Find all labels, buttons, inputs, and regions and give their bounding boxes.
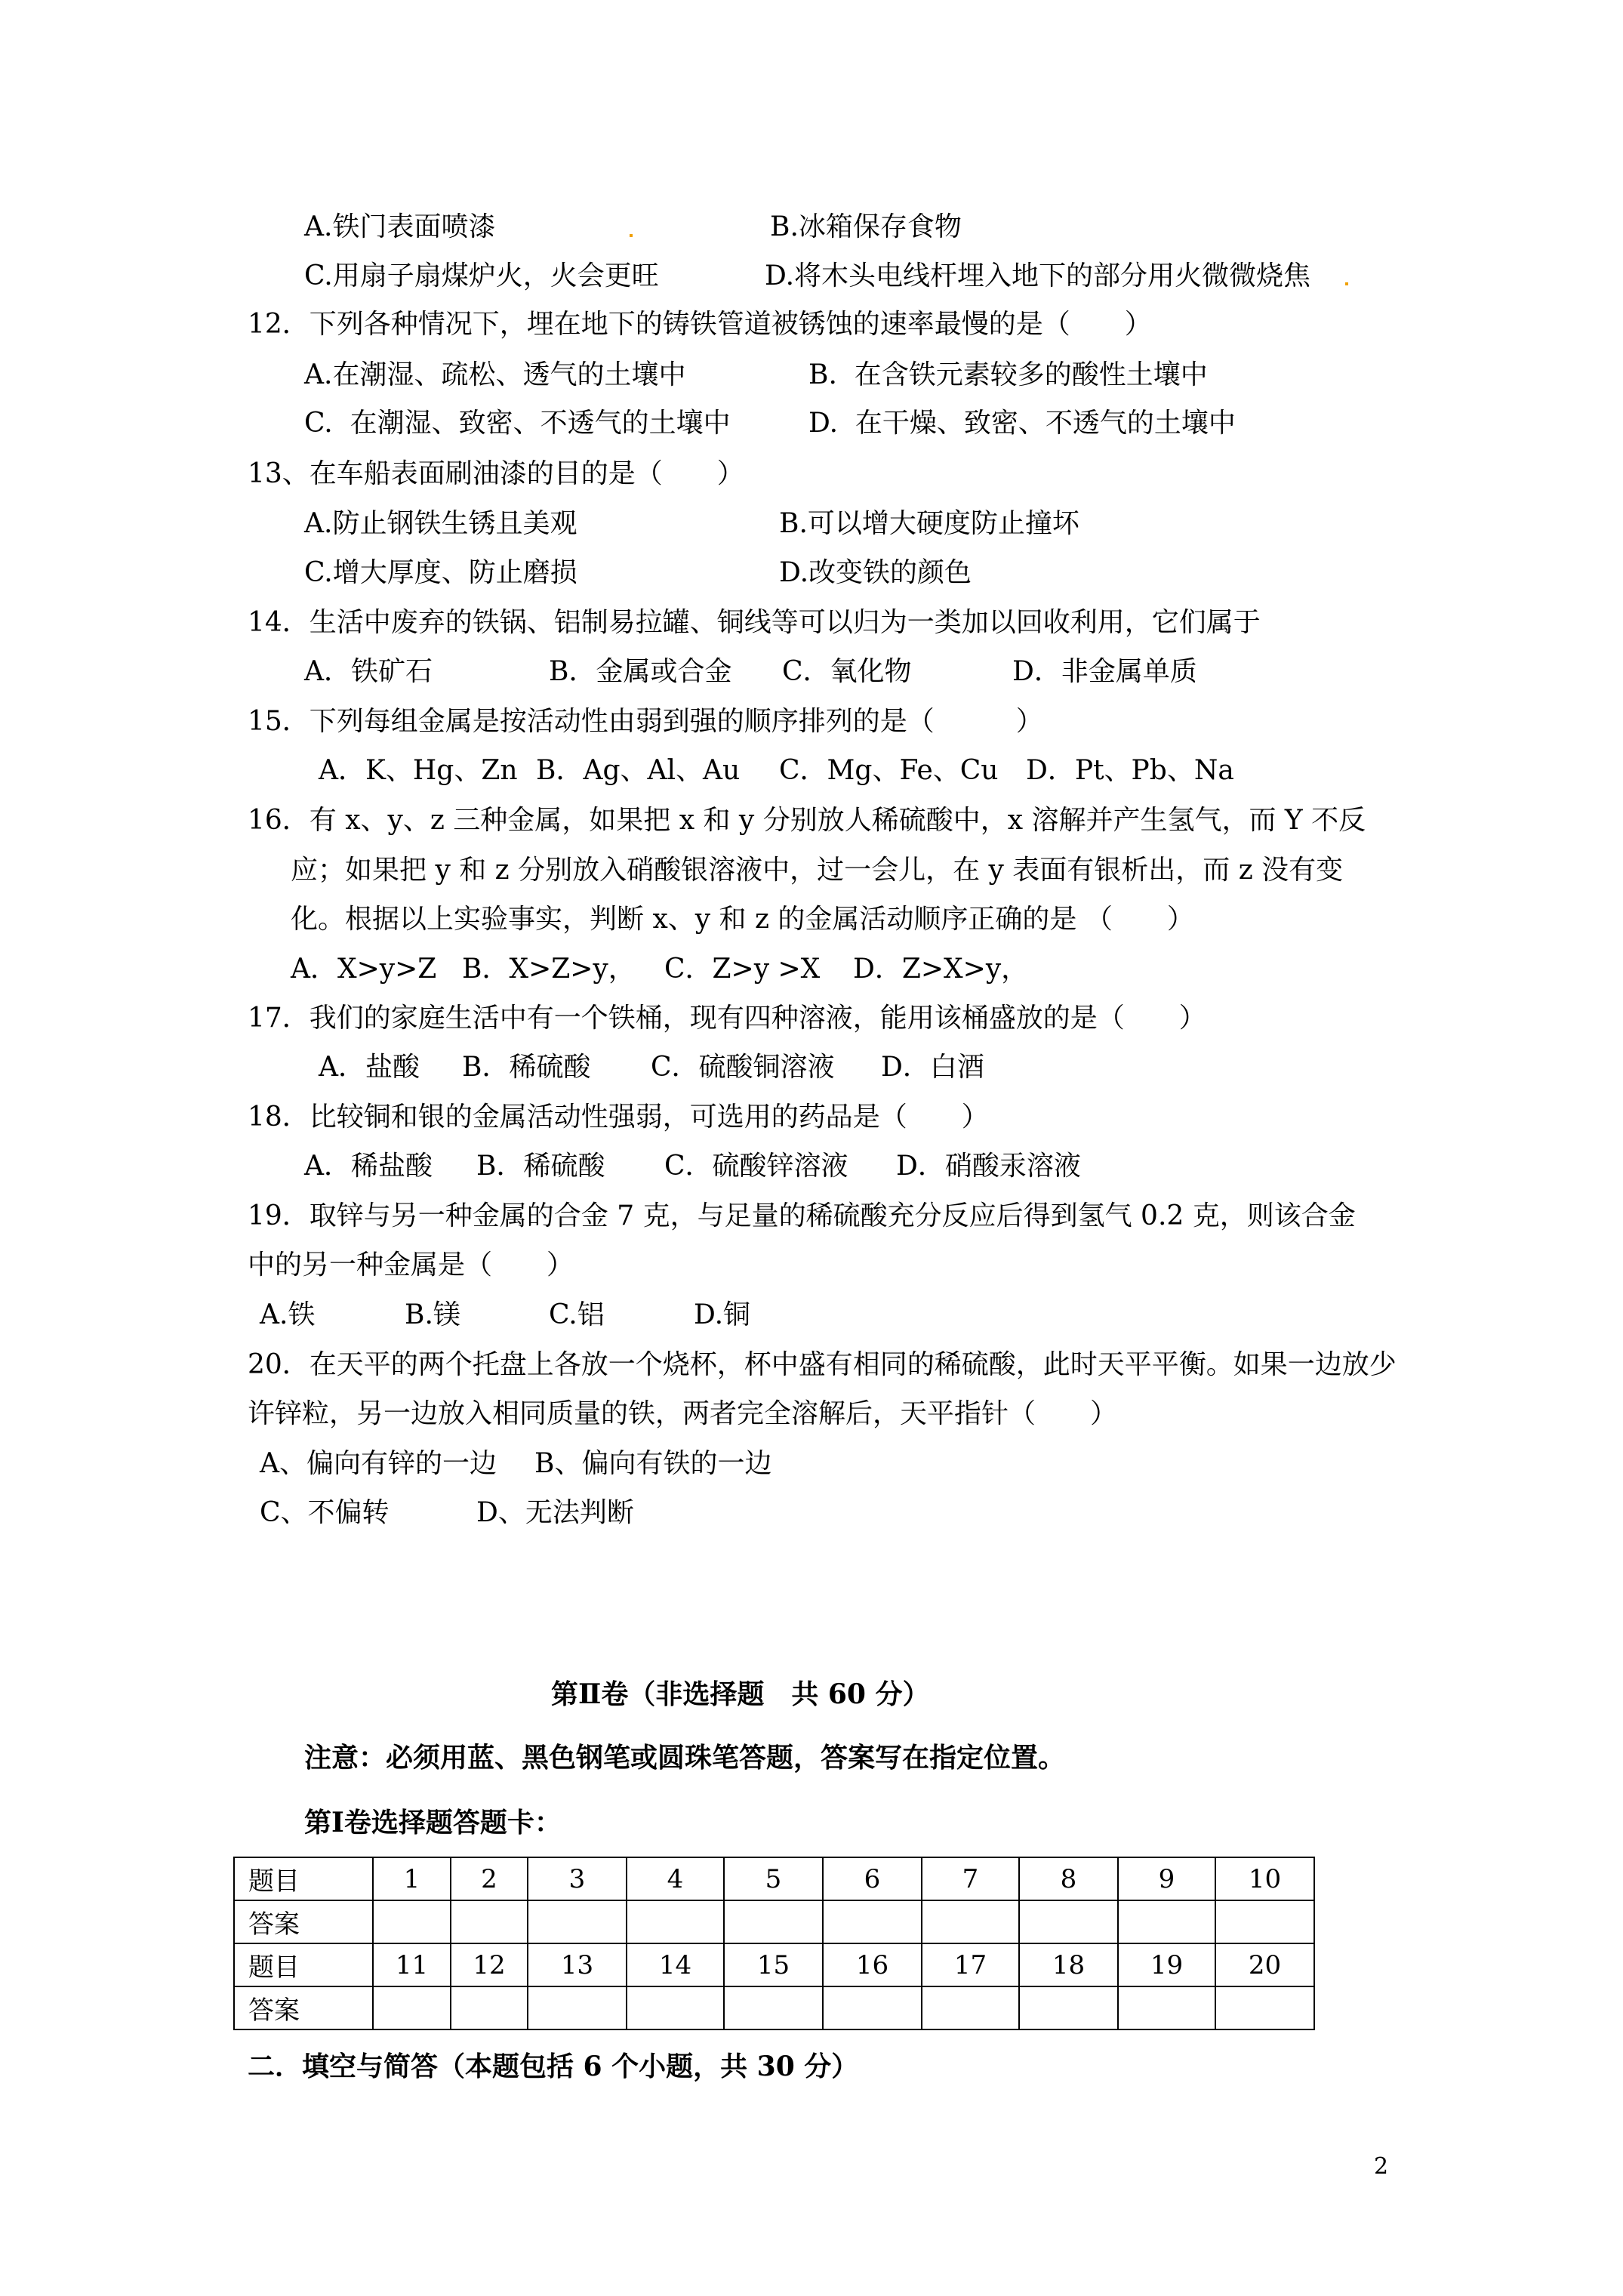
q14-option-b: B．金属或合金 xyxy=(549,656,732,687)
q19-option-a: A.铁 xyxy=(260,1299,316,1330)
q12-option-c: C. 在潮湿、致密、不透气的土壤中 xyxy=(304,408,731,439)
answer-cell[interactable] xyxy=(922,1986,1019,2029)
page-number: 2 xyxy=(1374,2153,1389,2180)
answer-cell[interactable] xyxy=(724,1900,823,1943)
q15-option-c: C．Mg、Fe、Cu xyxy=(779,755,999,786)
q13-option-d: D.改变铁的颜色 xyxy=(779,557,972,588)
q14-option-c: C．氧化物 xyxy=(782,656,912,687)
stray-mark xyxy=(1345,282,1348,285)
question-13: 13、在车船表面刷油漆的目的是（ ） xyxy=(248,458,744,489)
answer-card-label: 第Ⅰ卷选择题答题卡： xyxy=(304,1807,562,1838)
question-number-cell: 14 xyxy=(627,1943,724,1986)
q13-option-c: C.增大厚度、防止磨损 xyxy=(304,557,577,588)
question-12: 12．下列各种情况下，埋在地下的铸铁管道被锈蚀的速率最慢的是（ ） xyxy=(248,309,1152,340)
question-20-line1: 20．在天平的两个托盘上各放一个烧杯，杯中盛有相同的稀硫酸，此时天平平衡。如果一边放少 xyxy=(248,1349,1397,1380)
answer-cell[interactable] xyxy=(373,1900,451,1943)
stray-mark xyxy=(630,234,633,237)
question-number-cell: 9 xyxy=(1118,1857,1215,1900)
q11-option-d: D.将木头电线杆埋入地下的部分用火微微烧焦 xyxy=(765,260,1311,291)
q14-option-d: D．非金属单质 xyxy=(1012,656,1197,687)
answer-cell[interactable] xyxy=(1019,1986,1118,2029)
answer-table xyxy=(233,1857,1315,2030)
question-number-cell: 4 xyxy=(627,1857,724,1900)
q11-option-a: A.铁门表面喷漆 xyxy=(304,211,496,242)
q17-option-a: A．盐酸 xyxy=(319,1052,420,1083)
answer-cell[interactable] xyxy=(922,1900,1019,1943)
answer-cell[interactable] xyxy=(1215,1900,1314,1943)
question-number-cell: 15 xyxy=(724,1943,823,1986)
answer-cell[interactable] xyxy=(1118,1900,1215,1943)
answer-row xyxy=(234,1900,1314,1943)
question-15: 15．下列每组金属是按活动性由弱到强的顺序排列的是（ ） xyxy=(248,706,1043,737)
q15-option-b: B．Ag、Al、Au xyxy=(536,755,741,786)
q20-option-d: D、无法判断 xyxy=(476,1497,634,1528)
q15-option-d: D．Pt、Pb、Na xyxy=(1026,755,1234,786)
question-number-cell: 17 xyxy=(922,1943,1019,1986)
answer-cell[interactable] xyxy=(823,1986,922,2029)
row-header: 答案 xyxy=(234,1900,373,1943)
answer-cell[interactable] xyxy=(451,1900,528,1943)
question-16-line1: 16．有 x、y、z 三种金属，如果把 x 和 y 分别放人稀硫酸中，x 溶解并产生氢气，而 Y 不反 xyxy=(248,805,1366,836)
question-number-cell: 5 xyxy=(724,1857,823,1900)
answer-cell[interactable] xyxy=(724,1986,823,2029)
q18-option-d: D．硝酸汞溶液 xyxy=(896,1151,1081,1182)
question-20-line2: 许锌粒，另一边放入相同质量的铁，两者完全溶解后，天平指针（ ） xyxy=(248,1398,1118,1429)
q17-option-c: C．硫酸铜溶液 xyxy=(651,1052,835,1083)
answer-cell[interactable] xyxy=(528,1986,627,2029)
part2-title: 第Ⅱ卷（非选择题 共 60 分） xyxy=(551,1678,930,1710)
question-16-line3: 化。根据以上实验事实，判断 x、y 和 z 的金属活动顺序正确的是 （ ） xyxy=(291,904,1194,935)
q12-option-d: D. 在干燥、致密、不透气的土壤中 xyxy=(808,408,1236,439)
q16-option-d: D．Z>X>y， xyxy=(853,954,1029,985)
answer-cell[interactable] xyxy=(528,1900,627,1943)
question-18: 18．比较铜和银的金属活动性强弱，可选用的药品是（ ） xyxy=(248,1102,989,1133)
question-number-cell: 11 xyxy=(373,1943,451,1986)
question-number-cell: 1 xyxy=(373,1857,451,1900)
row-header: 题目 xyxy=(234,1943,373,1986)
question-number-cell: 12 xyxy=(451,1943,528,1986)
question-number-cell: 2 xyxy=(451,1857,528,1900)
answer-cell[interactable] xyxy=(1118,1986,1215,2029)
question-number-cell: 13 xyxy=(528,1943,627,1986)
row-header: 答案 xyxy=(234,1986,373,2029)
question-number-cell: 19 xyxy=(1118,1943,1215,1986)
answer-cell[interactable] xyxy=(627,1986,724,2029)
q18-option-c: C．硫酸锌溶液 xyxy=(664,1151,848,1182)
q20-option-b: B、偏向有铁的一边 xyxy=(534,1448,772,1479)
q11-option-c: C.用扇子扇煤炉火，火会更旺 xyxy=(304,260,659,291)
question-17: 17．我们的家庭生活中有一个铁桶，现有四种溶液，能用该桶盛放的是（ ） xyxy=(248,1003,1206,1034)
question-number-cell: 10 xyxy=(1215,1857,1314,1900)
answer-cell[interactable] xyxy=(451,1986,528,2029)
question-19-line2: 中的另一种金属是（ ） xyxy=(248,1250,574,1281)
question-number-cell: 18 xyxy=(1019,1943,1118,1986)
q19-option-b: B.镁 xyxy=(405,1299,460,1330)
q19-option-c: C.铝 xyxy=(549,1299,605,1330)
q16-option-b: B．X>Z>y， xyxy=(462,954,636,985)
section-2-title: 二．填空与简答（本题包括 6 个小题，共 30 分） xyxy=(248,2051,859,2082)
q13-option-b: B.可以增大硬度防止撞坏 xyxy=(779,508,1079,539)
q18-option-b: B．稀硫酸 xyxy=(476,1151,605,1182)
q20-option-c: C、不偏转 xyxy=(260,1497,390,1528)
q14-option-a: A．铁矿石 xyxy=(304,656,433,687)
question-number-row xyxy=(234,1943,1314,1986)
answer-cell[interactable] xyxy=(373,1986,451,2029)
q17-option-d: D．白酒 xyxy=(881,1052,984,1083)
q17-option-b: B．稀硫酸 xyxy=(462,1052,591,1083)
q13-option-a: A.防止钢铁生锈且美观 xyxy=(304,508,577,539)
q16-option-a: A．X>y>Z xyxy=(291,954,437,985)
q12-option-a: A.在潮湿、疏松、透气的土壤中 xyxy=(304,359,686,390)
question-number-cell: 16 xyxy=(823,1943,922,1986)
question-19-line1: 19．取锌与另一种金属的合金 7 克，与足量的稀硫酸充分反应后得到氢气 0.2 克，则该合金 xyxy=(248,1200,1356,1231)
answer-cell[interactable] xyxy=(627,1900,724,1943)
q11-option-b: B.冰箱保存食物 xyxy=(770,211,962,242)
question-number-cell: 6 xyxy=(823,1857,922,1900)
question-number-cell: 20 xyxy=(1215,1943,1314,1986)
q20-option-a: A、偏向有锌的一边 xyxy=(260,1448,497,1479)
question-number-cell: 8 xyxy=(1019,1857,1118,1900)
answer-cell[interactable] xyxy=(823,1900,922,1943)
answer-cell[interactable] xyxy=(1215,1986,1314,2029)
question-number-cell: 3 xyxy=(528,1857,627,1900)
q15-option-a: A．K、Hg、Zn xyxy=(319,755,518,786)
part2-note: 注意：必须用蓝、黑色钢笔或圆珠笔答题，答案写在指定位置。 xyxy=(304,1742,1066,1774)
question-14: 14．生活中废弃的铁锅、铝制易拉罐、铜线等可以归为一类加以回收利用，它们属于 xyxy=(248,607,1261,638)
q18-option-a: A．稀盐酸 xyxy=(304,1151,433,1182)
q19-option-d: D.铜 xyxy=(694,1299,751,1330)
answer-row xyxy=(234,1986,1314,2029)
answer-cell[interactable] xyxy=(1019,1900,1118,1943)
question-16-line2: 应；如果把 y 和 z 分别放入硝酸银溶液中，过一会儿，在 y 表面有银析出，而 z 没有变 xyxy=(291,855,1344,886)
row-header: 题目 xyxy=(234,1857,373,1900)
q16-option-c: C．Z>y >X xyxy=(664,954,821,985)
q12-option-b: B. 在含铁元素较多的酸性土壤中 xyxy=(808,359,1208,390)
question-number-row xyxy=(234,1857,1314,1900)
question-number-cell: 7 xyxy=(922,1857,1019,1900)
